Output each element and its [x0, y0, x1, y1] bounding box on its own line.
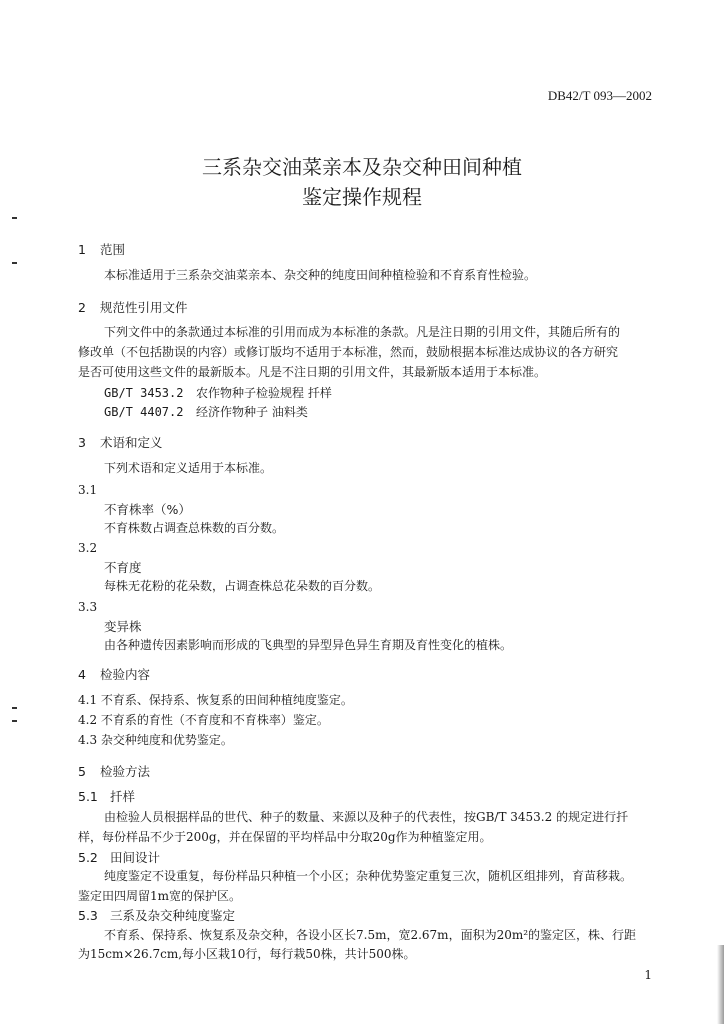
title-line-1: 三系杂交油菜亲本及杂交种田间种植	[202, 155, 522, 179]
reference-title: 农作物种子检验规程 扦样	[196, 386, 332, 400]
reference-1	[104, 383, 688, 403]
term-3-definition: 由各种遗传因素影响而形成的飞典型的异型异色异生育期及育性变化的植株。	[104, 638, 513, 652]
subsection-title: 田间设计	[110, 850, 161, 865]
subsection-5-1-line-2: 样，每份样品不少于200g，并在保留的平均样品中分取20g作为种植鉴定用。	[78, 830, 492, 844]
term-3-number: 3.3	[78, 600, 98, 614]
subsection-number: 5.2	[78, 850, 98, 865]
reference-code: GB/T 3453.2	[104, 386, 184, 400]
section-number: 3	[78, 435, 86, 450]
term-1-definition: 不育株数占调查总株数的百分数。	[104, 521, 285, 535]
term-2-number: 3.2	[78, 541, 98, 555]
section-1-heading	[78, 240, 125, 258]
section-title: 检验方法	[100, 764, 151, 779]
subsection-5-3-line-1: 不育系、保持系、恢复系及杂交种，各设小区长7.5m，宽2.67m，面积为20m²的鉴定区，株、行距	[104, 928, 637, 942]
reference-code: GB/T 4407.2	[104, 405, 184, 419]
page-number: 1	[644, 968, 652, 982]
reference-2	[104, 402, 688, 422]
section-number: 5	[78, 764, 86, 779]
section-2-para-line-3: 是否可使用这些文件的最新版本。凡是不注日期的引用文件，其最新版本适用于本标准。	[78, 365, 547, 379]
subsection-5-1-heading	[78, 787, 135, 805]
section-4-item-3: 4.3 杂交种纯度和优势鉴定。	[78, 733, 233, 747]
section-number: 2	[78, 300, 86, 315]
term-1-number: 3.1	[78, 483, 98, 497]
term-2-name: 不育度	[104, 560, 142, 575]
scan-mark	[12, 217, 17, 219]
subsection-5-2-line-1: 纯度鉴定不设重复，每份样品只种植一个小区；杂种优势鉴定重复三次，随机区组排列，育苗移栽。	[104, 869, 633, 883]
section-3-heading	[78, 433, 163, 451]
title-line-2: 鉴定操作规程	[302, 185, 422, 209]
term-2-definition: 每株无花粉的花朵数，占调查株总花朵数的百分数。	[104, 579, 381, 593]
section-4-item-1: 4.1 不育系、保持系、恢复系的田间种植纯度鉴定。	[78, 693, 353, 707]
subsection-5-1-line-1: 由检验人员根据样品的世代、种子的数量、来源以及种子的代表性，按GB/T 3453.2 的规定进行扦	[104, 810, 629, 824]
section-2-heading	[78, 298, 188, 316]
section-2-para-line-1: 下列文件中的条款通过本标准的引用而成为本标准的条款。凡是注日期的引用文件，其随后所有的	[104, 325, 621, 339]
section-title: 检验内容	[100, 667, 151, 682]
subsection-5-3-heading	[78, 906, 235, 924]
section-title: 术语和定义	[100, 435, 163, 450]
section-1-text: 本标准适用于三系杂交油菜亲本、杂交种的纯度田间种植检验和不育系育性检验。	[104, 268, 537, 282]
scan-mark	[12, 707, 17, 709]
section-title: 范围	[100, 242, 126, 257]
page-edge-shadow	[717, 945, 724, 1024]
section-number: 4	[78, 667, 86, 682]
term-3-name: 变异株	[104, 619, 142, 634]
subsection-title: 三系及杂交种纯度鉴定	[110, 908, 236, 923]
section-3-intro: 下列术语和定义适用于本标准。	[104, 461, 273, 475]
scan-mark	[12, 262, 17, 264]
subsection-5-2-heading	[78, 848, 160, 866]
subsection-number: 5.1	[78, 789, 98, 804]
section-number: 1	[78, 242, 86, 257]
subsection-number: 5.3	[78, 908, 98, 923]
subsection-5-2-line-2: 鉴定田四周留1m宽的保护区。	[78, 889, 242, 903]
term-1-name: 不育株率（%）	[104, 502, 191, 517]
section-title: 规范性引用文件	[100, 300, 188, 315]
reference-title: 经济作物种子 油料类	[196, 405, 308, 419]
document-number: DB42/T 093—2002	[547, 88, 652, 103]
section-4-item-2: 4.2 不育系的育性（不育度和不育株率）鉴定。	[78, 713, 329, 727]
section-2-para-line-2: 修改单（不包括勘误的内容）或修订版均不适用于本标准，然而，鼓励根据本标准达成协议的各方研究	[78, 345, 619, 359]
section-5-heading	[78, 762, 150, 780]
scan-mark	[12, 720, 17, 722]
section-4-heading	[78, 665, 150, 683]
subsection-5-3-line-2: 为15cm×26.7cm,每小区栽10行，每行栽50株，共计500株。	[78, 947, 416, 961]
subsection-title: 扦样	[110, 789, 136, 804]
